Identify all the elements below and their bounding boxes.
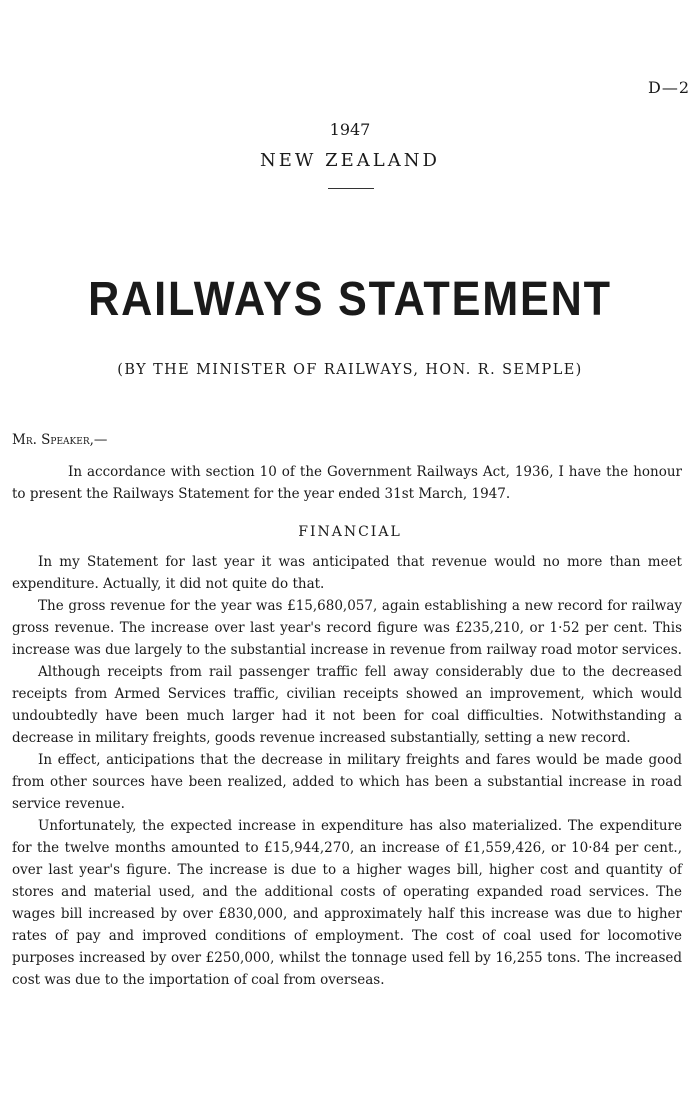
- paragraph: Unfortunately, the expected increase in expenditure has also materialized. The expenditure for the twelve months amounted to £15,944,270, an increase of £1,559,426, or 10·84 per cent., over last year's figure. The increase is due to a higher wages bill, higher cost and quantity of stores and material used, and the additional costs of operating expanded road services. The wages bill increased by over £830,000, and approximately half this increase was due to higher rates of pay and improved conditions of employment. The cost of coal used for locomotive purposes increased by over £250,000, whilst the tonnage used fell by 16,255 tons. The increased cost was due to the importation of coal from overseas.: [12, 818, 682, 988]
- financial-section-body: [12, 551, 682, 991]
- paragraph: Although receipts from rail passenger traffic fell away considerably due to the decreased receipts from Armed Services traffic, civilian receipts showed an improvement, which would undoubtedly have been much larger had it not been for coal difficulties. Notwithstanding a decrease in military freights, goods revenue increased substantially, setting a new record.: [12, 664, 682, 746]
- paragraph: In effect, anticipations that the decrease in military freights and fares would be made good from other sources have been realized, added to which has been a substantial increase in road service revenue.: [12, 752, 682, 812]
- document-year: 1947: [329, 120, 371, 139]
- document-reference: D—2: [647, 78, 690, 97]
- paragraph: The gross revenue for the year was £15,680,057, again establishing a new record for railway gross revenue. The increase over last year's record figure was £235,210, or 1·52 per cent. This increase was due largely to the substantial increase in revenue from railway road motor services.: [12, 598, 682, 658]
- section-heading-financial: FINANCIAL: [298, 524, 402, 540]
- salutation-text: Mr. Speaker,—: [12, 432, 108, 448]
- document-subtitle: (BY THE MINISTER OF RAILWAYS, HON. R. SEMPLE): [117, 360, 583, 378]
- paragraph: In my Statement for last year it was anticipated that revenue would no more than meet expenditure. Actually, it did not quite do that.: [12, 554, 682, 592]
- divider-rule: [328, 188, 374, 189]
- salutation: [12, 432, 107, 448]
- intro-paragraph-block: [12, 461, 682, 505]
- country-heading: NEW ZEALAND: [260, 150, 440, 171]
- intro-paragraph: In accordance with section 10 of the Government Railways Act, 1936, I have the honour to present the Railways Statement for the year ended 31st March, 1947.: [12, 464, 682, 502]
- document-title: RAILWAYS STATEMENT: [88, 273, 612, 326]
